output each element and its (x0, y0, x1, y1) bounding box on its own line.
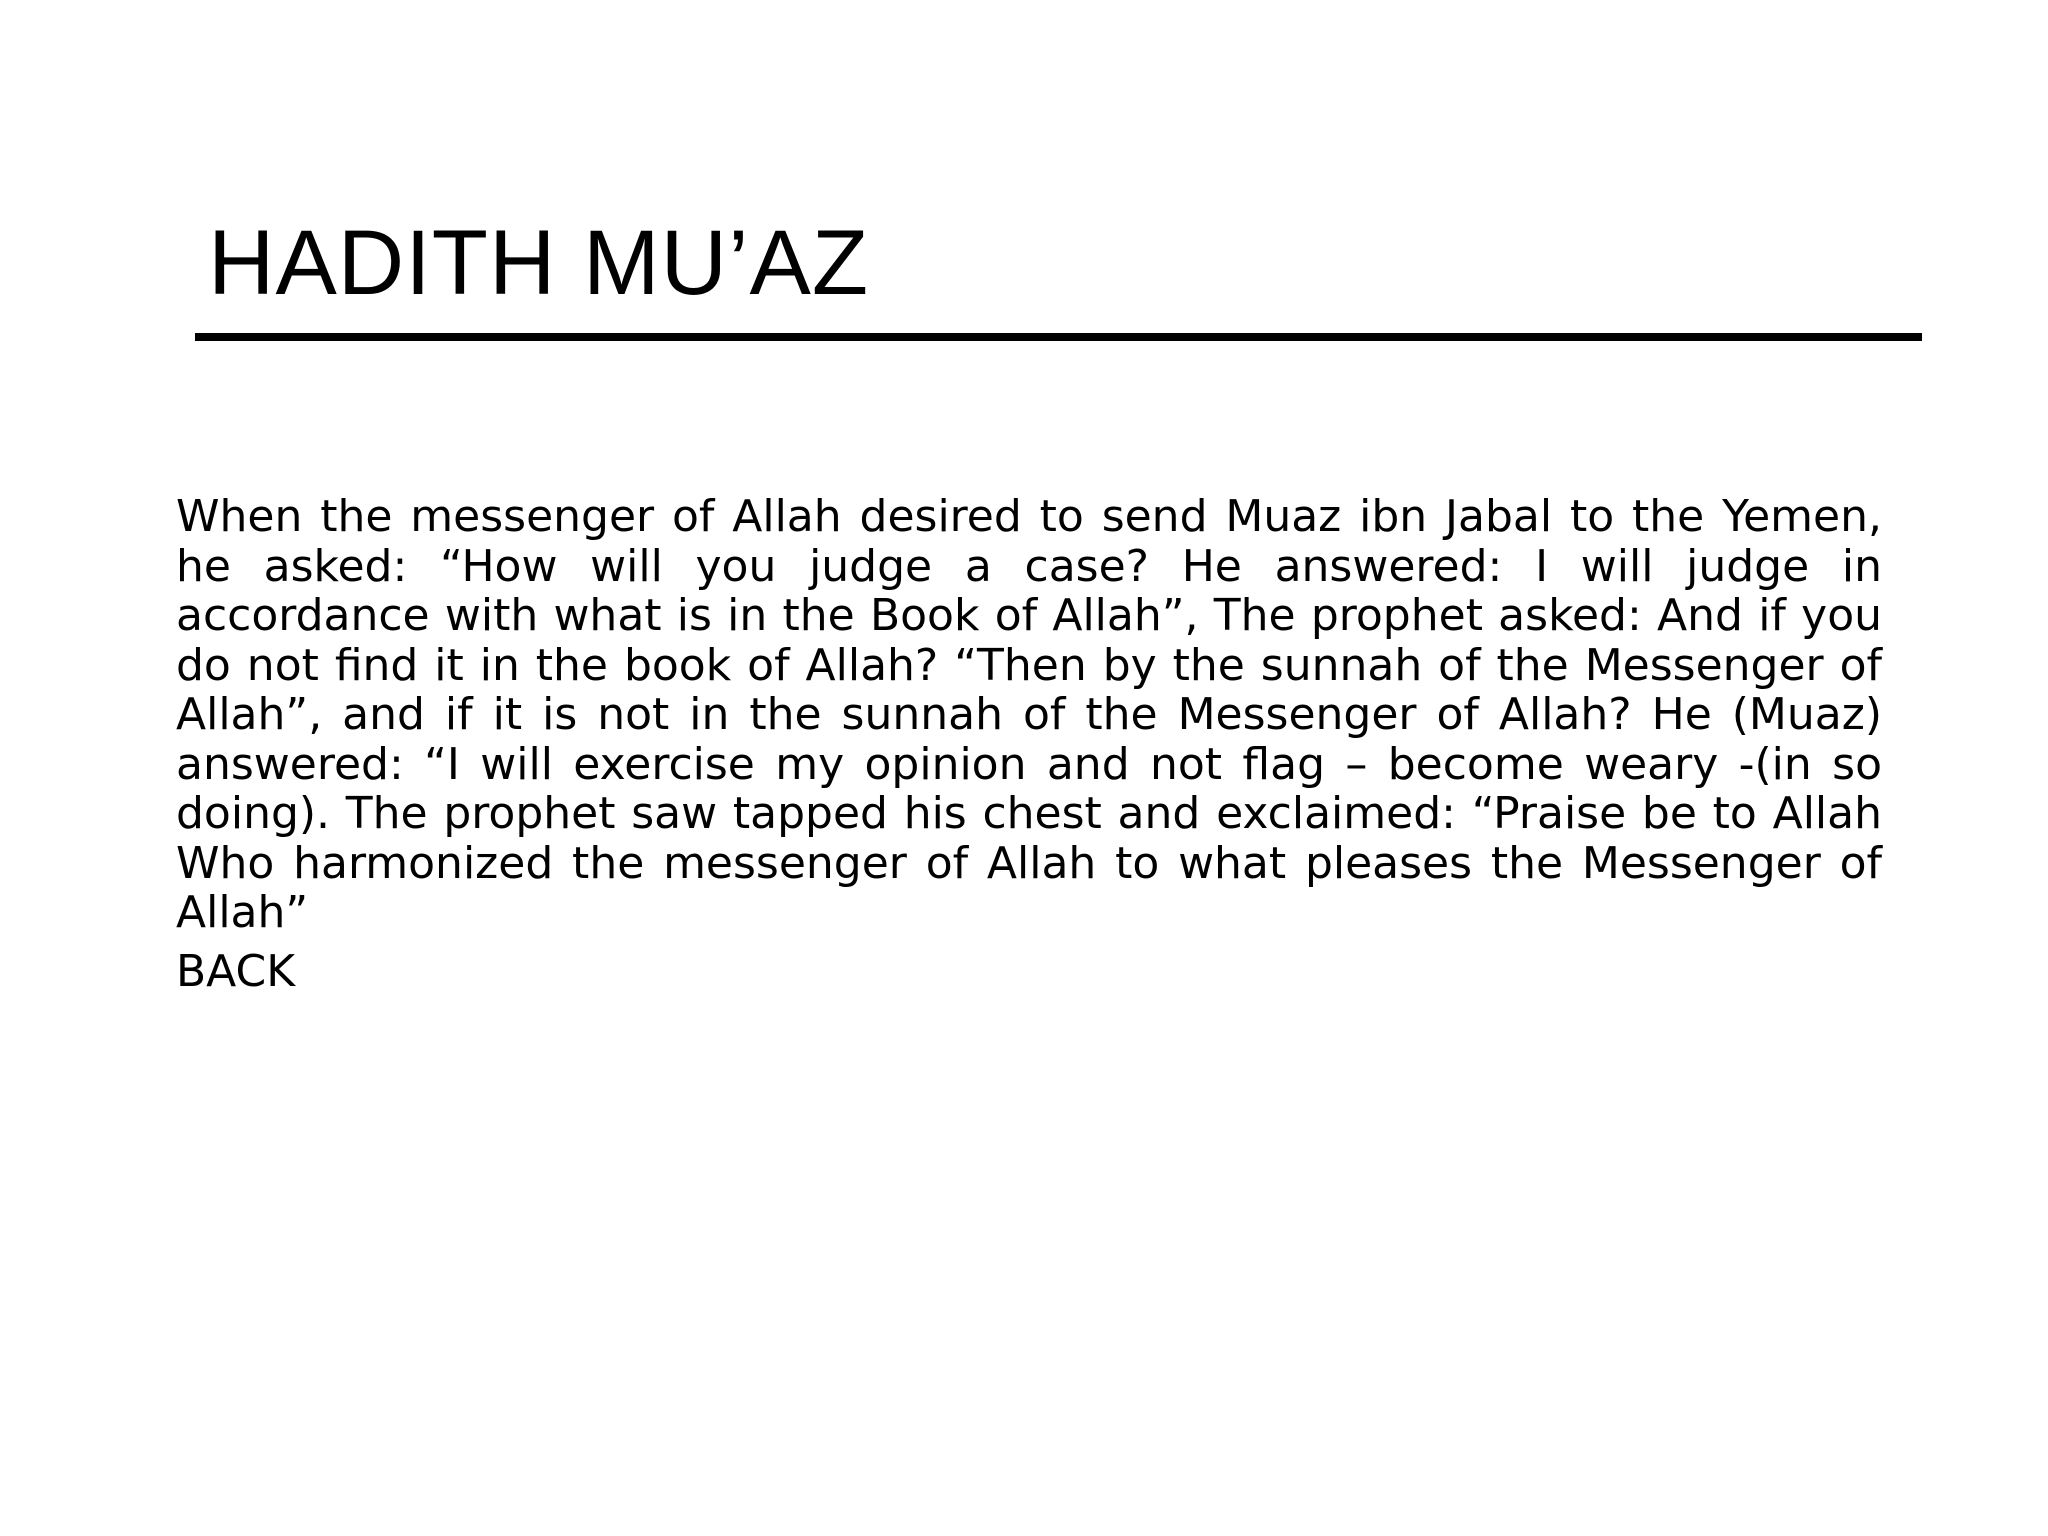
hadith-body-text: When the messenger of Allah desired to send Muaz ibn Jabal to the Yemen, he asked: “How will you judge a case? He answered: I will judge in accordance with what is in the Book of Allah”, The prophet asked: And if you do not find it in the book of Allah? “Then by the sunnah of the Messenger of Allah”, and if it is not in the sunnah of the Messenger of Allah? He (Muaz) answered: “I will exercise my opinion and not flag – become weary -(in so doing). The prophet saw tapped his chest and exclaimed: “Praise be to Allah Who harmonized the messenger of Allah to what pleases the Messenger of Allah” (176, 491, 1882, 938)
slide-title: HADITH MU’AZ (208, 212, 870, 314)
back-link[interactable]: BACK (176, 946, 296, 997)
title-divider (195, 333, 1922, 341)
